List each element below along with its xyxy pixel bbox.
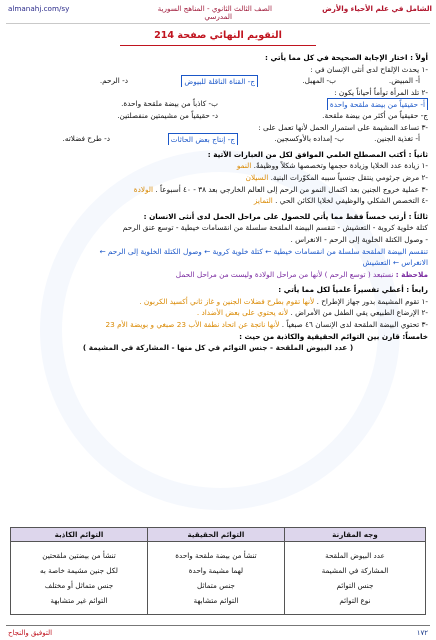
page-header [4, 2, 432, 22]
q4-heading: رابعاً : أعطي تفسيراً علمياً لكل مما يأتي : [278, 285, 428, 295]
q1-item-2-options-row2 [8, 110, 428, 122]
option-a: أ- تغذية الجنين. [374, 134, 420, 144]
q2-item-text: -٤ التخصص الشكلي والوظيفي لخلايا الكائن الحي . [275, 196, 428, 206]
q3-note [8, 269, 428, 281]
q2-item-4 [8, 195, 428, 207]
q4-item-answer: لأنها تقوم بطرح فضلات الجنين و غاز ثاني أكسيد الكربون . [139, 296, 315, 306]
option-b: ب- المهبل. [302, 76, 336, 86]
table-cell-line: التوائم متشابهة [193, 596, 239, 605]
q2-item-text: -١ زيادة عدد الخلايا وزيادة حجمها وتخصصها شكلاً ووظيفةً. [253, 161, 428, 171]
option-c-correct: ج- إنتاج بعض الحاثات [168, 133, 238, 145]
fraternal-twins-cell [11, 542, 148, 615]
q4-item-answer: لأنه يحتوي على بعض الأضداد . [196, 308, 289, 318]
note-label: ملاحظة : [395, 269, 428, 279]
table-cell-line: جنس متماثل أو مختلف [44, 581, 114, 590]
column-header: وجه المقارنة [284, 528, 425, 542]
q1-item-1-stem: -١ يحدث الإلقاح لدى أنثى الإنسان في : [310, 64, 428, 74]
q5-heading: خامساً: قارن بين التوائم الحقيقية والكاذبة من حيث : [239, 331, 428, 341]
table-cell-line: تنشأ من بيضتين ملقحتين [42, 551, 116, 560]
option-d: د- الرحم. [99, 76, 128, 86]
unit-title: الصف الثالث الثانوي - المناهج السورية [157, 4, 272, 13]
q2-heading: ثانياً : أكتب المصطلح العلمي الموافق لكل من العبارات الآتية : [207, 149, 428, 159]
option-b: ب- كاذباً من بيضة ملقحة واحدة. [121, 99, 218, 109]
option-c-correct: ج- القناة الناقلة للبيوض [181, 75, 258, 87]
page-number: ١٧٢ [416, 629, 428, 637]
table-cell-line: المشاركة في المشيمة [321, 566, 389, 575]
note-text: نستبعد ( توسع الرحم ) لأنها من مراحل الولادة وليست من مراحل الحمل [175, 269, 394, 279]
q5-subheading: ( عدد البيوض الملقحة - جنس التوائم في كل منها - المشاركة في المشيمة ) [82, 343, 354, 353]
site-url[interactable]: almanahj.com/sy [8, 4, 70, 13]
q4-item-1 [8, 296, 428, 308]
table-cell-line: التوائم غير متشابهة [50, 596, 108, 605]
option-a-correct: أ- حقيقياً من بيضة ملقحة واحدة [327, 98, 428, 110]
table-cell-line: جنس متماثل [197, 581, 235, 590]
q3-line-2: - وصول الكتلة الخلوية إلى الرحم - الانغراس . [290, 234, 428, 244]
q2-item-2 [8, 172, 428, 184]
q1-item-3-options [8, 133, 428, 145]
q1-item-3-stem: -٣ تساعد المشيمة على استمرار الحمل لأنها تعمل على : [258, 122, 428, 132]
table-cell-line: جنس التوائم [336, 581, 374, 590]
q4-item-text: -٣ تحتوي البيضة الملقحة لدى الإنسان ٤٦ صبغياً . [281, 320, 428, 330]
table-cell-line: لهما مشيمة واحدة [188, 566, 244, 575]
option-b: ب- إمداده بالأوكسجين. [274, 134, 344, 144]
option-d: د- طرح فضلاته. [62, 134, 110, 144]
header-divider [6, 23, 430, 24]
q2-item-text: -٢ مرض جرثومي ينتقل جنسياً سببه المكوّرات البنية. [270, 172, 428, 182]
option-a: أ- المبيض. [388, 76, 420, 86]
footer-divider [6, 625, 430, 626]
q2-item-answer: السيلان [245, 172, 269, 182]
column-header: التوائم الكاذبة [11, 528, 148, 542]
q1-item-2-stem: -٢ تلد المرأة توأماً أحياناً يكون : [334, 87, 428, 97]
table-cell-line: نوع التوائم [339, 596, 371, 605]
q2-item-3 [8, 184, 428, 196]
q2-item-text: -٣ عملية خروج الجنين بعد اكتمال النمو من الرحم إلى العالم الخارجي بعد ٣٨ - ٤٠ أسبوعاً . [155, 184, 428, 194]
table-row [11, 542, 426, 615]
table-cell-line: عدد البيوض الملقحة [325, 551, 385, 560]
header-sub: المدرسي [204, 12, 232, 21]
content [8, 52, 428, 354]
option-d: د- حقيقياً من مشيمتين منفصلتين. [117, 110, 218, 120]
q4-item-3 [8, 319, 428, 331]
q4-item-2 [8, 307, 428, 319]
identical-twins-cell [147, 542, 284, 615]
footer-brand: التوفيق والنجاح [8, 629, 53, 637]
q3-answer-line-2: الانغراس ← التعشيش [362, 258, 428, 268]
q3-heading: ثالثاً : أرتب خمساً فقط مما يأتي للحصول على مراحل الحمل لدى أنثى الانسان : [143, 211, 428, 221]
q1-item-1-options [8, 75, 428, 87]
table-cell-line: لكل جنين مشيمة خاصة به [40, 566, 118, 575]
q4-item-text: -١ تقوم المشيمة بدور جهاز الإطراح . [316, 296, 428, 306]
book-title: الشامل في علم الأحياء والأرض [322, 4, 432, 13]
q2-item-answer: النمو [236, 161, 252, 171]
q2-item-1 [8, 160, 428, 172]
q3-line-1: كتلة خلوية كروية - التعشيش - تنقسم البيضة الملقحة سلسلة من انقسامات خيطية - توسع عنق الرحم [122, 223, 428, 233]
q1-item-2-options-row1 [8, 98, 428, 110]
q1-heading: أولاً : اختار الإجابة الصحيحة في كل مما يأتي : [265, 53, 428, 62]
q2-item-answer: الولادة [133, 184, 154, 194]
q4-item-text: -٢ الإرضاع الطبيعي يقي الطفل من الأمراض . [290, 308, 428, 318]
comparison-table [10, 527, 426, 615]
option-c: ج- حقيقياً من أكثر من بيضة ملقحة. [322, 110, 428, 120]
column-header: التوائم الحقيقية [147, 528, 284, 542]
title-underline [120, 45, 316, 46]
table-header-row [11, 528, 426, 542]
criteria-cell [284, 542, 425, 615]
q2-item-answer: التمايز [253, 196, 273, 206]
q3-answer-line-1: تنقسم البيضة الملقحة سلسلة من انقسامات خيطية ← كتلة خلوية كروية ← وصول الكتلة الخلوية إلى الرحم ← [99, 246, 428, 256]
table-cell-line: تنشأ من بيضة ملقحة واحدة [175, 551, 257, 560]
page-title: التقويم النهائي صفحة 214 [154, 30, 282, 41]
q4-item-answer: لأنها ناتجة عن اتحاد نطفة الأب 23 صبغي و بويضة الأم 23 [105, 320, 280, 330]
